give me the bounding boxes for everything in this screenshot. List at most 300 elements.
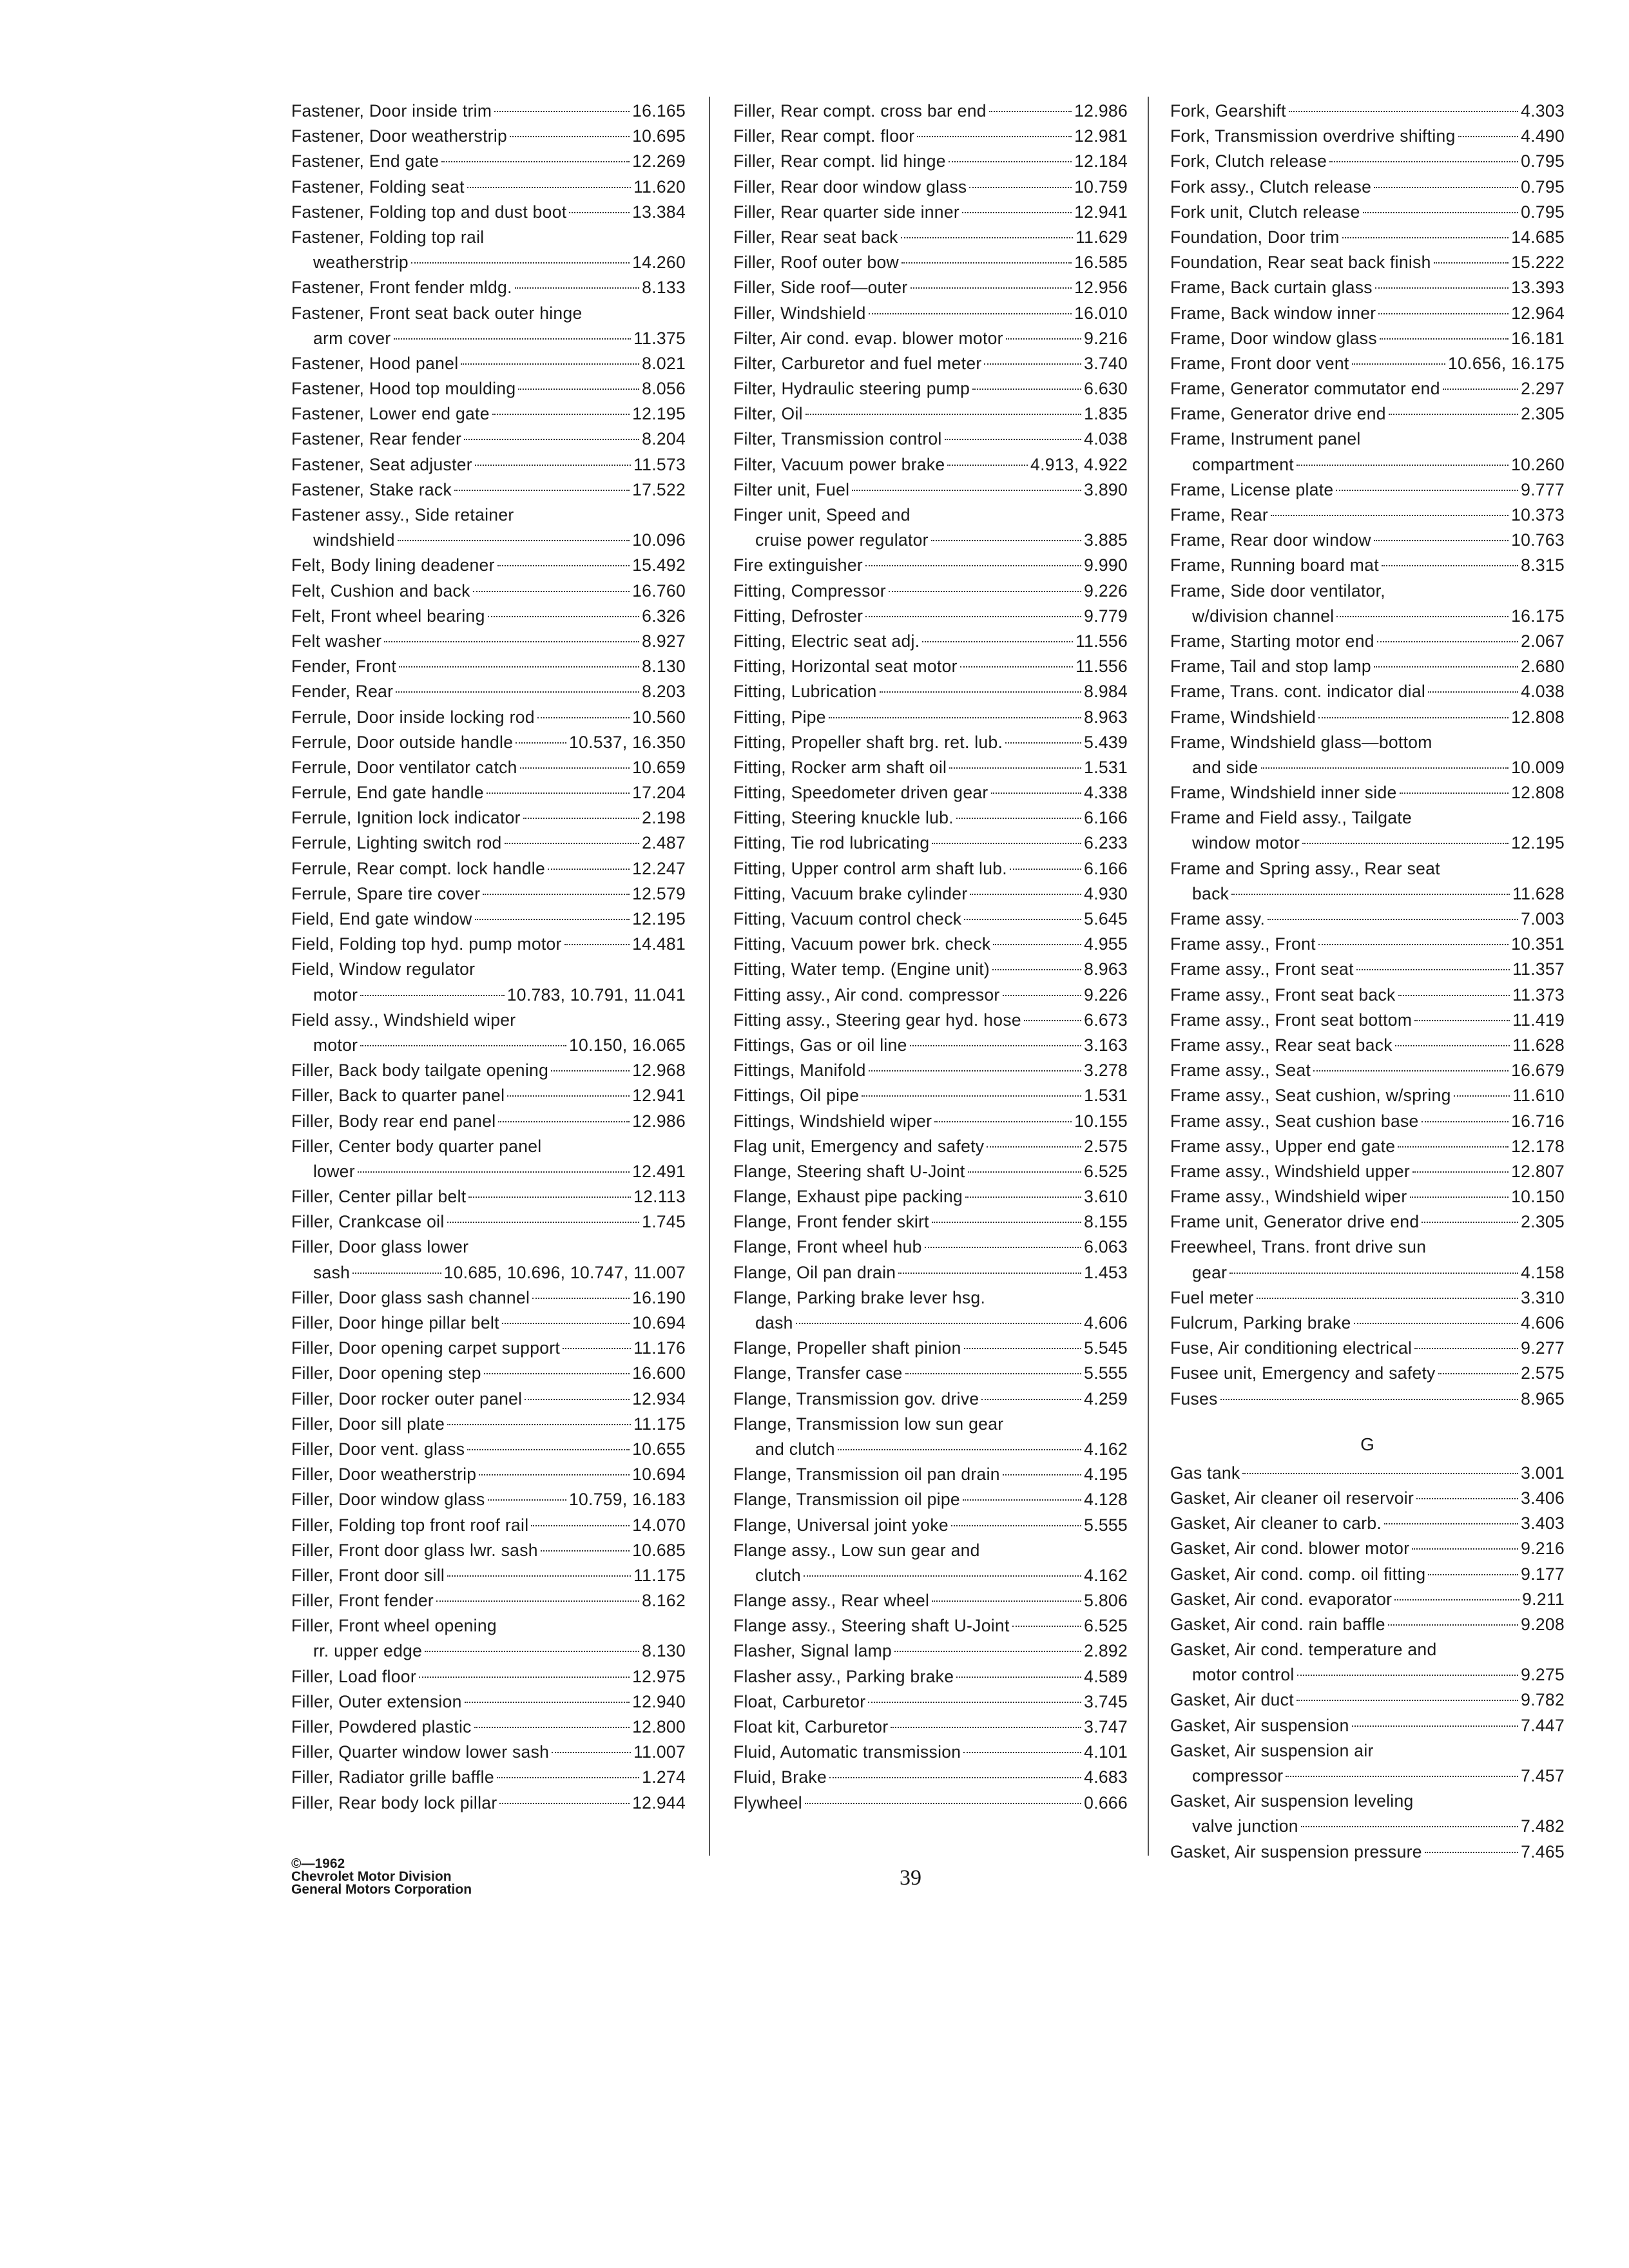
entry-term: Fuel meter bbox=[1170, 1287, 1254, 1307]
dot-leader bbox=[1384, 1523, 1518, 1524]
entry-reference: 17.204 bbox=[632, 783, 686, 803]
index-entry bbox=[733, 907, 1128, 932]
dot-leader bbox=[1416, 1498, 1518, 1499]
entry-term: Frame, Tail and stop lamp bbox=[1170, 657, 1371, 677]
index-entry bbox=[1170, 907, 1565, 932]
entry-term: Fender, Front bbox=[291, 657, 396, 677]
index-entry bbox=[291, 629, 686, 654]
entry-reference: 14.070 bbox=[632, 1515, 686, 1535]
entry-term: Ferrule, End gate handle bbox=[291, 783, 484, 803]
dot-leader bbox=[1296, 465, 1509, 466]
index-entry bbox=[291, 881, 686, 907]
dot-leader bbox=[396, 691, 639, 693]
index-entry bbox=[1170, 983, 1565, 1008]
entry-reference: 0.795 bbox=[1521, 177, 1565, 197]
entry-reference: 6.630 bbox=[1084, 379, 1128, 399]
entry-term: Fastener, Seat adjuster bbox=[291, 454, 472, 474]
entry-reference: 14.260 bbox=[632, 253, 686, 273]
entry-term: Fork, Gearshift bbox=[1170, 101, 1286, 120]
dot-leader bbox=[1006, 338, 1081, 340]
dot-leader bbox=[479, 1474, 630, 1475]
entry-term: Flange, Transmission oil pipe bbox=[733, 1490, 960, 1510]
entry-reference: 10.763 bbox=[1511, 530, 1565, 550]
entry-term: Frame, Running board mat bbox=[1170, 555, 1379, 575]
index-entry-continuation bbox=[291, 1639, 686, 1664]
entry-reference: 11.176 bbox=[633, 1338, 686, 1358]
index-entry bbox=[733, 250, 1128, 275]
entry-reference: 10.655 bbox=[632, 1439, 686, 1459]
entry-reference: 12.807 bbox=[1511, 1161, 1565, 1181]
entry-reference: 7.457 bbox=[1521, 1766, 1565, 1785]
dot-leader bbox=[1257, 1298, 1519, 1299]
index-entry bbox=[291, 401, 686, 427]
entry-term: Fork, Clutch release bbox=[1170, 151, 1327, 171]
dot-leader bbox=[465, 1702, 630, 1703]
entry-reference: 4.955 bbox=[1084, 934, 1128, 954]
entry-term: Frame, Rear bbox=[1170, 505, 1269, 524]
index-entry bbox=[1170, 1612, 1565, 1637]
entry-reference: 12.941 bbox=[632, 1086, 686, 1106]
dot-leader bbox=[492, 414, 630, 415]
entry-term: Fitting, Steering knuckle lub. bbox=[733, 808, 954, 828]
dot-leader bbox=[1374, 540, 1509, 541]
entry-reference: 16.165 bbox=[632, 101, 686, 120]
entry-term: Filler, Windshield bbox=[733, 303, 866, 323]
entry-term: Fork assy., Clutch release bbox=[1170, 177, 1372, 197]
dot-leader bbox=[488, 1499, 566, 1501]
index-entry bbox=[733, 1487, 1128, 1512]
dot-leader bbox=[564, 944, 630, 945]
entry-term: Fastener, Hood top moulding bbox=[291, 379, 516, 399]
index-entry bbox=[291, 1387, 686, 1412]
index-entry bbox=[291, 1462, 686, 1487]
entry-term: Flange, Transmission gov. drive bbox=[733, 1389, 979, 1408]
dot-leader bbox=[1229, 1273, 1518, 1274]
dot-leader bbox=[352, 1273, 441, 1274]
entry-reference: 4.101 bbox=[1084, 1742, 1128, 1762]
page-number: 39 bbox=[900, 1866, 921, 1890]
entry-reference: 11.375 bbox=[633, 328, 686, 348]
entry-term: and clutch bbox=[755, 1439, 835, 1459]
entry-reference: 7.447 bbox=[1521, 1715, 1565, 1735]
dot-leader bbox=[1377, 641, 1518, 642]
dot-leader bbox=[419, 1677, 630, 1678]
dot-leader bbox=[1412, 1171, 1509, 1173]
index-entry bbox=[291, 604, 686, 629]
entry-term: Field, Window regulator bbox=[291, 959, 476, 979]
dot-leader bbox=[1318, 944, 1509, 945]
index-entry-continuation bbox=[291, 1033, 686, 1058]
dot-leader bbox=[984, 363, 1081, 365]
entry-term: Fittings, Gas or oil line bbox=[733, 1035, 907, 1055]
dot-leader bbox=[970, 894, 1081, 895]
entry-reference: 12.800 bbox=[632, 1717, 686, 1736]
entry-term: Filler, Rear compt. cross bar end bbox=[733, 101, 987, 120]
entry-reference: 9.779 bbox=[1084, 606, 1128, 626]
index-entry bbox=[733, 1209, 1128, 1235]
entry-term: Float kit, Carburetor bbox=[733, 1717, 889, 1736]
dot-leader bbox=[531, 1525, 630, 1526]
dot-leader bbox=[932, 1222, 1081, 1223]
dot-leader bbox=[447, 1424, 631, 1425]
entry-term: Fittings, Manifold bbox=[733, 1061, 866, 1081]
entry-term: Flange, Universal joint yoke bbox=[733, 1515, 949, 1535]
dot-leader bbox=[865, 616, 1081, 617]
index-entry bbox=[733, 1639, 1128, 1664]
index-entry bbox=[733, 376, 1128, 401]
copyright-division: Chevrolet Motor Division bbox=[291, 1869, 452, 1884]
dot-leader bbox=[869, 313, 1072, 314]
dot-leader bbox=[411, 262, 630, 264]
entry-reference: 1.531 bbox=[1084, 1086, 1128, 1106]
entry-term: Fastener, Stake rack bbox=[291, 479, 452, 499]
entry-term: Gasket, Air cleaner oil reservoir bbox=[1170, 1488, 1414, 1508]
dot-leader bbox=[951, 1525, 1081, 1526]
entry-reference: 3.745 bbox=[1084, 1691, 1128, 1711]
dot-leader bbox=[394, 338, 631, 340]
dot-leader bbox=[487, 793, 630, 794]
index-entry bbox=[733, 831, 1128, 856]
dot-leader bbox=[991, 793, 1082, 794]
index-entry bbox=[733, 780, 1128, 805]
entry-term: Filler, Front door glass lwr. sash bbox=[291, 1540, 538, 1560]
entry-term: Gasket, Air suspension leveling bbox=[1170, 1791, 1414, 1811]
entry-reference: 11.628 bbox=[1512, 1035, 1565, 1055]
entry-reference: 6.525 bbox=[1084, 1161, 1128, 1181]
index-entry bbox=[291, 175, 686, 200]
index-entry bbox=[291, 1184, 686, 1209]
entry-reference: 12.808 bbox=[1511, 783, 1565, 803]
dot-leader bbox=[960, 666, 1073, 668]
entry-term: Flange, Steering shaft U-Joint bbox=[733, 1161, 965, 1181]
index-entry-continuation bbox=[291, 326, 686, 351]
dot-leader bbox=[956, 818, 1081, 819]
dot-leader bbox=[360, 1045, 566, 1046]
dot-leader bbox=[1454, 1095, 1510, 1097]
index-entry-continuation bbox=[291, 983, 686, 1008]
index-entry bbox=[1170, 427, 1565, 452]
index-entry bbox=[733, 705, 1128, 730]
entry-term: Flasher assy., Parking brake bbox=[733, 1666, 954, 1686]
index-entry bbox=[291, 1412, 686, 1437]
entry-reference: 7.482 bbox=[1521, 1816, 1565, 1836]
index-entry bbox=[733, 1588, 1128, 1613]
entry-reference: 3.890 bbox=[1084, 479, 1128, 499]
dot-leader bbox=[497, 565, 630, 566]
entry-reference: 4.683 bbox=[1084, 1767, 1128, 1787]
entry-term: sash bbox=[313, 1262, 351, 1282]
index-entry bbox=[1170, 654, 1565, 679]
entry-reference: 4.162 bbox=[1084, 1439, 1128, 1459]
entry-term: Ferrule, Rear compt. lock handle bbox=[291, 858, 546, 878]
entry-term: Gasket, Air cleaner to carb. bbox=[1170, 1514, 1382, 1533]
entry-term: Fastener, Door inside trim bbox=[291, 101, 492, 120]
dot-leader bbox=[972, 389, 1081, 390]
entry-term: windshield bbox=[313, 530, 395, 550]
dot-leader bbox=[1010, 869, 1081, 870]
entry-reference: 8.130 bbox=[642, 657, 686, 677]
index-entry bbox=[1170, 1109, 1565, 1134]
entry-term: Felt, Front wheel bearing bbox=[291, 606, 485, 626]
dot-leader bbox=[956, 1677, 1081, 1678]
entry-reference: 11.573 bbox=[633, 454, 686, 474]
entry-reference: 10.685 bbox=[632, 1540, 686, 1560]
entry-reference: 7.003 bbox=[1521, 909, 1565, 928]
entry-term: Fuse, Air conditioning electrical bbox=[1170, 1338, 1412, 1358]
entry-reference: 4.490 bbox=[1521, 126, 1565, 146]
entry-reference: 6.326 bbox=[642, 606, 686, 626]
index-entry bbox=[291, 1740, 686, 1765]
dot-leader bbox=[399, 666, 639, 668]
entry-reference: 0.795 bbox=[1521, 151, 1565, 171]
entry-reference: 10.537, 16.350 bbox=[568, 732, 686, 752]
entry-reference: 10.759 bbox=[1074, 177, 1128, 197]
entry-reference: 4.303 bbox=[1521, 101, 1565, 120]
index-entry bbox=[1170, 932, 1565, 957]
dot-leader bbox=[829, 717, 1081, 718]
dot-leader bbox=[515, 287, 639, 289]
entry-reference: 12.981 bbox=[1074, 126, 1128, 146]
dot-leader bbox=[934, 1121, 1072, 1122]
index-entry bbox=[1170, 1789, 1565, 1814]
entry-term: Fitting, Horizontal seat motor bbox=[733, 657, 958, 677]
dot-leader bbox=[862, 1095, 1081, 1097]
index-entry bbox=[291, 730, 686, 755]
entry-reference: 3.885 bbox=[1084, 530, 1128, 550]
index-entry bbox=[1170, 730, 1565, 755]
entry-term: Gasket, Air duct bbox=[1170, 1690, 1294, 1710]
index-entry bbox=[1170, 553, 1565, 578]
entry-reference: 4.606 bbox=[1084, 1313, 1128, 1332]
index-entry bbox=[1170, 1058, 1565, 1083]
entry-term: Filler, Front fender bbox=[291, 1591, 434, 1611]
entry-reference: 12.975 bbox=[632, 1666, 686, 1686]
index-entry-continuation bbox=[733, 1563, 1128, 1588]
dot-leader bbox=[901, 237, 1074, 238]
entry-term: motor bbox=[313, 985, 358, 1004]
index-entry bbox=[1170, 1687, 1565, 1713]
index-entry-continuation bbox=[291, 250, 686, 275]
entry-reference: 4.038 bbox=[1084, 429, 1128, 449]
entry-reference: 12.808 bbox=[1511, 707, 1565, 727]
index-entry bbox=[291, 1613, 686, 1639]
index-entry bbox=[291, 1513, 686, 1538]
index-entry bbox=[291, 856, 686, 881]
entry-reference: 2.575 bbox=[1521, 1363, 1565, 1383]
index-entry bbox=[291, 1538, 686, 1563]
entry-term: Flange, Front fender skirt bbox=[733, 1212, 929, 1232]
entry-reference: 8.155 bbox=[1084, 1212, 1128, 1232]
entry-reference: 10.096 bbox=[632, 530, 686, 550]
dot-leader bbox=[968, 1171, 1082, 1173]
dot-leader bbox=[932, 843, 1081, 844]
dot-leader bbox=[505, 843, 640, 844]
entry-term: Frame, Side door ventilator, bbox=[1170, 581, 1385, 601]
dot-leader bbox=[425, 1651, 639, 1652]
dot-leader bbox=[1336, 616, 1509, 617]
index-entry bbox=[291, 1058, 686, 1083]
dot-leader bbox=[497, 1777, 639, 1778]
index-entry bbox=[733, 881, 1128, 907]
index-entry bbox=[733, 1260, 1128, 1285]
index-entry bbox=[733, 1336, 1128, 1361]
dot-leader bbox=[1378, 313, 1509, 314]
entry-reference: 9.216 bbox=[1084, 328, 1128, 348]
index-entry-continuation bbox=[733, 1437, 1128, 1462]
dot-leader bbox=[1336, 490, 1518, 491]
index-entry bbox=[291, 831, 686, 856]
entry-reference: 3.403 bbox=[1521, 1514, 1565, 1533]
entry-term: Fitting assy., Air cond. compressor bbox=[733, 985, 1000, 1004]
entry-reference: 14.481 bbox=[632, 934, 686, 954]
entry-reference: 16.600 bbox=[632, 1363, 686, 1383]
entry-term: Frame and Spring assy., Rear seat bbox=[1170, 858, 1440, 878]
entry-reference: 16.716 bbox=[1511, 1111, 1565, 1131]
entry-term: Frame, Windshield glass—bottom bbox=[1170, 732, 1432, 752]
entry-term: Fender, Rear bbox=[291, 682, 394, 702]
entry-reference: 17.522 bbox=[632, 479, 686, 499]
dot-leader bbox=[1289, 111, 1518, 112]
entry-term: Filler, Rear compt. floor bbox=[733, 126, 915, 146]
entry-reference: 11.610 bbox=[1512, 1086, 1565, 1106]
index-entry bbox=[1170, 1486, 1565, 1511]
entry-term: Frame, Trans. cont. indicator dial bbox=[1170, 682, 1426, 702]
entry-reference: 4.158 bbox=[1521, 1262, 1565, 1282]
entry-term: Flange assy., Steering shaft U-Joint bbox=[733, 1616, 1010, 1636]
entry-term: Fitting assy., Steering gear hyd. hose bbox=[733, 1010, 1021, 1030]
index-entry bbox=[291, 477, 686, 503]
entry-reference: 8.965 bbox=[1521, 1389, 1565, 1408]
entry-reference: 3.747 bbox=[1084, 1717, 1128, 1736]
entry-term: Fittings, Windshield wiper bbox=[733, 1111, 932, 1131]
entry-term: Filler, Front wheel opening bbox=[291, 1616, 497, 1636]
dot-leader bbox=[949, 767, 1081, 769]
entry-term: Fluid, Brake bbox=[733, 1767, 827, 1787]
entry-term: Filler, Rear compt. lid hinge bbox=[733, 151, 946, 171]
entry-reference: 16.760 bbox=[632, 581, 686, 601]
index-entry bbox=[1170, 1637, 1565, 1662]
entry-term: Fitting, Electric seat adj. bbox=[733, 631, 920, 651]
dot-leader bbox=[1394, 1599, 1519, 1600]
entry-reference: 9.277 bbox=[1521, 1338, 1565, 1358]
dot-leader bbox=[901, 262, 1072, 264]
index-entry bbox=[733, 175, 1128, 200]
entry-reference: 12.940 bbox=[632, 1691, 686, 1711]
index-entry bbox=[291, 1285, 686, 1311]
index-entry bbox=[291, 1664, 686, 1689]
index-entry bbox=[733, 679, 1128, 704]
entry-reference: 11.175 bbox=[633, 1414, 686, 1434]
entry-reference: 16.190 bbox=[632, 1287, 686, 1307]
index-entry bbox=[733, 1109, 1128, 1134]
index-column-3 bbox=[1170, 99, 1565, 1865]
index-entry bbox=[733, 149, 1128, 174]
dot-leader bbox=[963, 1752, 1081, 1753]
dot-leader bbox=[1271, 515, 1509, 516]
entry-reference: 10.560 bbox=[632, 707, 686, 727]
index-entry-continuation bbox=[1170, 1662, 1565, 1687]
entry-term: motor bbox=[313, 1035, 358, 1055]
entry-term: compressor bbox=[1192, 1766, 1284, 1785]
entry-term: Filler, Door rocker outer panel bbox=[291, 1389, 523, 1408]
entry-term: Flasher, Signal lamp bbox=[733, 1641, 892, 1661]
dot-leader bbox=[889, 591, 1081, 592]
index-entry bbox=[1170, 1840, 1565, 1865]
dot-leader bbox=[1395, 1045, 1510, 1046]
entry-reference: 8.984 bbox=[1084, 682, 1128, 702]
entry-reference: 4.128 bbox=[1084, 1490, 1128, 1510]
index-entry-continuation bbox=[1170, 831, 1565, 856]
entry-term: Fitting, Lubrication bbox=[733, 682, 877, 702]
entry-term: Frame, Rear door window bbox=[1170, 530, 1371, 550]
entry-reference: 3.001 bbox=[1521, 1463, 1565, 1483]
index-entry-continuation bbox=[1170, 755, 1565, 780]
index-entry bbox=[291, 1765, 686, 1790]
index-entry bbox=[1170, 805, 1565, 831]
dot-leader bbox=[993, 944, 1081, 945]
entry-reference: 11.556 bbox=[1075, 631, 1128, 651]
dot-leader bbox=[569, 212, 630, 213]
entry-term: Frame assy., Seat cushion, w/spring bbox=[1170, 1086, 1451, 1106]
entry-reference: 14.685 bbox=[1511, 227, 1565, 247]
index-entry-continuation bbox=[1170, 1260, 1565, 1285]
index-entry bbox=[733, 579, 1128, 604]
entry-term: Frame assy., Front seat bottom bbox=[1170, 1010, 1412, 1030]
index-entry bbox=[1170, 124, 1565, 149]
section-letter-heading: G bbox=[1360, 1434, 1374, 1454]
index-entry bbox=[1170, 1209, 1565, 1235]
entry-reference: 6.233 bbox=[1084, 833, 1128, 853]
copyright-corporation: General Motors Corporation bbox=[291, 1882, 472, 1897]
entry-term: cruise power regulator bbox=[755, 530, 929, 550]
index-entry bbox=[1170, 326, 1565, 351]
dot-leader bbox=[962, 212, 1072, 213]
dot-leader bbox=[805, 1803, 1081, 1804]
entry-reference: 16.181 bbox=[1511, 328, 1565, 348]
entry-term: Frame assy., Seat bbox=[1170, 1061, 1311, 1081]
entry-reference: 12.195 bbox=[632, 404, 686, 424]
index-entry-continuation bbox=[1170, 452, 1565, 477]
entry-term: Flange, Front wheel hub bbox=[733, 1237, 922, 1257]
index-entry bbox=[291, 1311, 686, 1336]
index-entry bbox=[1170, 1336, 1565, 1361]
index-entry bbox=[733, 1033, 1128, 1058]
dot-leader bbox=[1313, 1070, 1509, 1072]
dot-leader bbox=[541, 1550, 630, 1552]
index-entry bbox=[291, 805, 686, 831]
dot-leader bbox=[931, 540, 1081, 541]
entry-reference: 0.795 bbox=[1521, 202, 1565, 222]
entry-term: Gasket, Air cond. temperature and bbox=[1170, 1640, 1437, 1660]
entry-term: Filler, Door weatherstrip bbox=[291, 1465, 477, 1485]
entry-term: Fastener, Folding top and dust boot bbox=[291, 202, 567, 222]
entry-term: Flange assy., Rear wheel bbox=[733, 1591, 930, 1611]
entry-reference: 12.986 bbox=[1074, 101, 1128, 120]
entry-reference: 12.269 bbox=[632, 151, 686, 171]
index-entry bbox=[733, 629, 1128, 654]
index-entry bbox=[1170, 99, 1565, 124]
dot-leader bbox=[838, 1449, 1081, 1450]
entry-term: Fastener, Folding seat bbox=[291, 177, 465, 197]
entry-reference: 8.162 bbox=[642, 1591, 686, 1611]
index-entry bbox=[291, 200, 686, 225]
index-entry bbox=[733, 1715, 1128, 1740]
dot-leader bbox=[945, 439, 1082, 440]
entry-term: Frame, Starting motor end bbox=[1170, 631, 1374, 651]
entry-term: Filler, Load floor bbox=[291, 1666, 416, 1686]
entry-term: Fluid, Automatic transmission bbox=[733, 1742, 961, 1762]
entry-reference: 11.007 bbox=[633, 1742, 686, 1762]
